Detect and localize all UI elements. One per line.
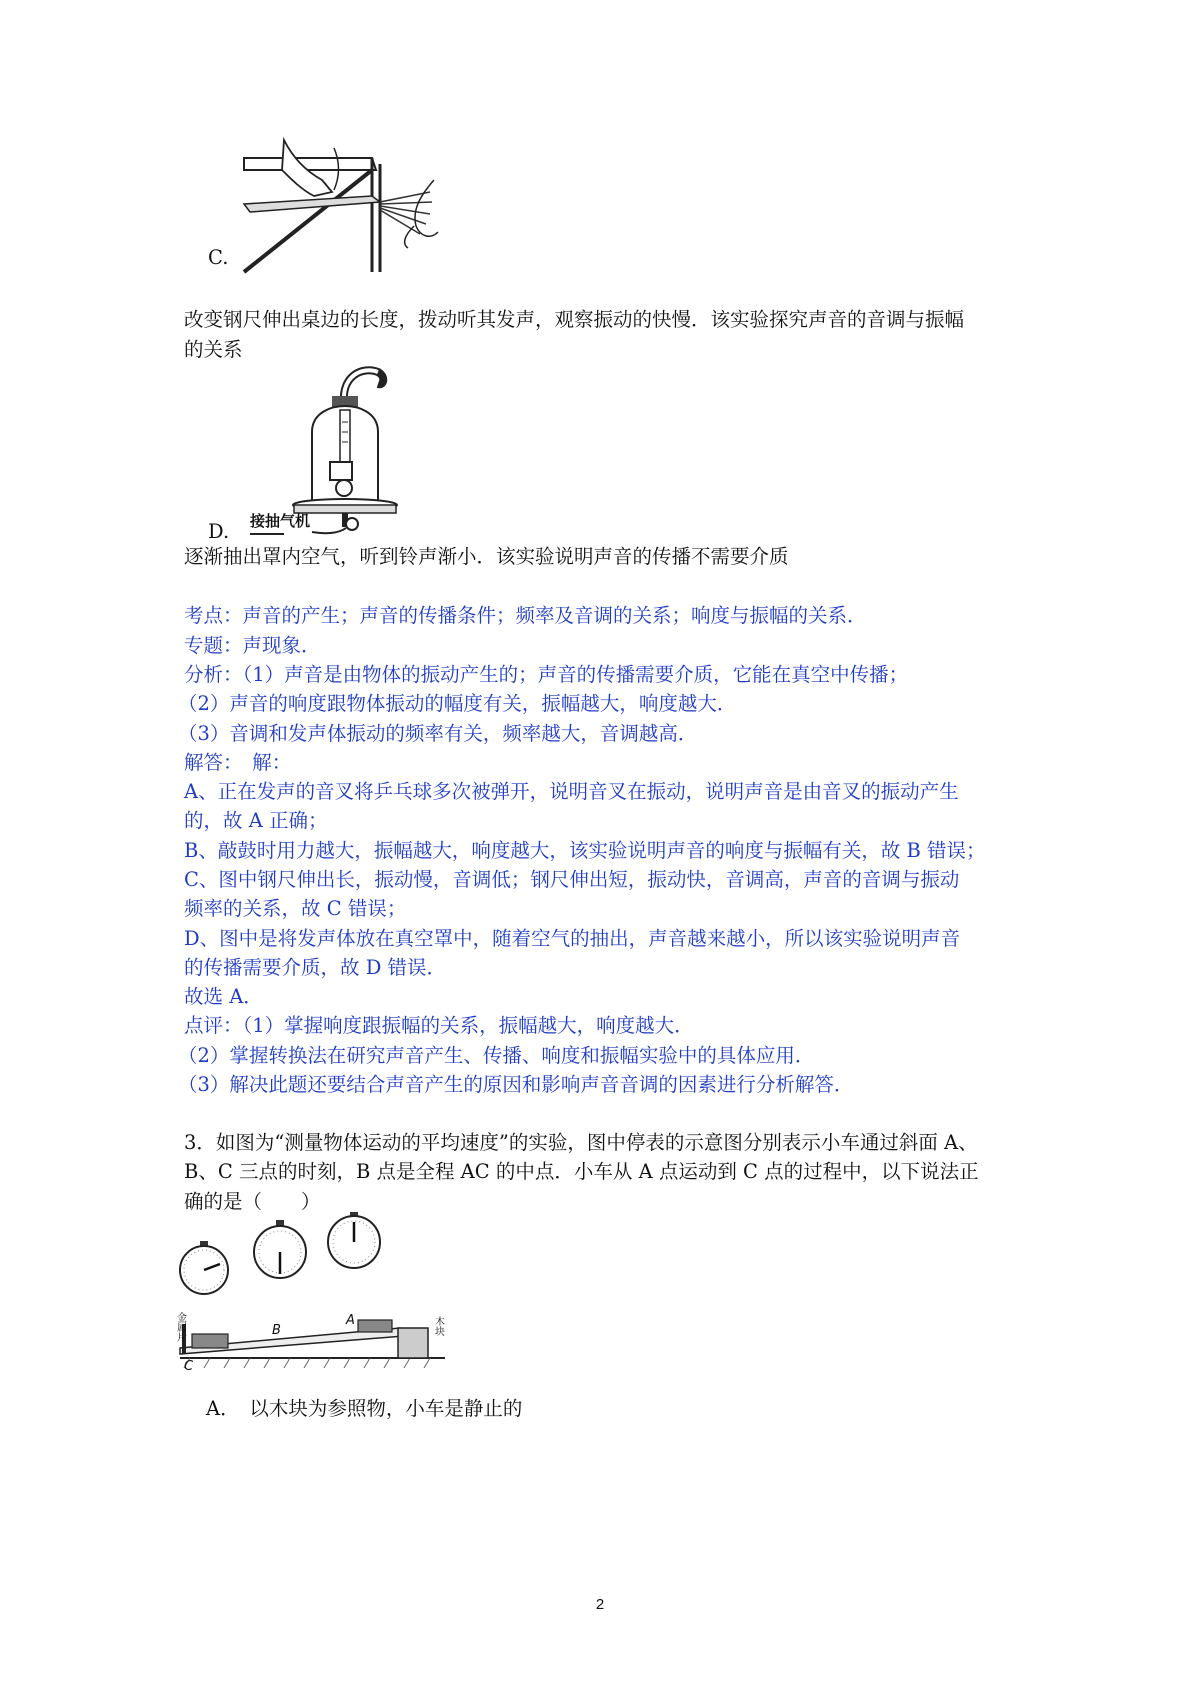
figure-3-incline-stopwatches [174,1212,450,1374]
solution-line: 故选 A． [184,985,263,1008]
solution-line: B、敲鼓时用力越大，振幅越大，响度越大，该实验说明声音的响度与振幅有关，故 B 错误； [184,839,986,862]
solution-line: 频率的关系，故 C 错误； [184,897,407,920]
question-3-line: 确的是（ ） [184,1190,321,1213]
stopwatch-b [254,1220,306,1278]
solution-line: C、图中钢尺伸出长，振动慢，音调低；钢尺伸出短，振动快，音调高，声音的音调与振动 [184,868,960,891]
solution-line: （3）解决此题还要结合声音产生的原因和影响声音音调的因素进行分析解答． [178,1073,854,1096]
pump-label: 接抽气机 [250,512,311,530]
caption-c-line-1: 改变钢尺伸出桌边的长度，拨动听其发声，观察振动的快慢．该实验探究声音的音调与振幅 [184,308,965,331]
figure-c-ruler-table [244,140,444,272]
solution-line: D、图中是将发声体放在真空罩中，随着空气的抽出，声音越来越小，所以该实验说明声音 [184,927,961,950]
solution-line: 专题：声现象． [184,634,321,657]
solution-line: 点评：（1）掌握响度跟振幅的关系，振幅越大，响度越大． [184,1014,694,1037]
wood-block-label: 木块 [432,1316,444,1336]
solution-line: （2）声音的响度跟物体振动的幅度有关，振幅越大，响度越大． [178,692,737,715]
solution-line: （3）音调和发声体振动的频率有关，频率越大，音调越高． [178,722,698,745]
point-b-label: B [272,1323,281,1338]
solution-line: 的，故 A 正确； [184,809,328,832]
stopwatch-c [180,1241,228,1294]
caption-c-line-2: 的关系 [184,338,243,361]
page-number: 2 [595,1596,605,1613]
figure-d-label: D. [208,520,230,543]
figure-d-bell-jar [232,362,412,542]
question-3-line: B、C 三点的时刻，B 点是全程 AC 的中点．小车从 A 点运动到 C 点的过程中，以下说法正 [184,1160,979,1183]
caption-d: 逐渐抽出罩内空气，听到铃声渐小．该实验说明声音的传播不需要介质 [184,545,789,568]
solution-line: 考点：声音的产生；声音的传播条件；频率及音调的关系；响度与振幅的关系． [184,604,867,627]
solution-line: 解答： 解： [184,751,292,774]
figure-c-label: C. [208,246,229,269]
solution-line: A、正在发声的音叉将乒乓球多次被弹开，说明音叉在振动，说明声音是由音叉的振动产生 [184,780,959,803]
option-a: A． 以木块为参照物，小车是静止的 [206,1397,523,1420]
solution-line: 的传播需要介质，故 D 错误． [184,956,447,979]
stopwatch-a [328,1212,380,1268]
solution-line: 分析：（1）声音是由物体的振动产生的；声音的传播需要介质，它能在真空中传播； [184,663,909,686]
point-c-label: C [184,1359,194,1374]
question-3-line: 3．如图为“测量物体运动的平均速度”的实验，图中停表的示意图分别表示小车通过斜面 A、 [184,1131,978,1154]
metal-plate-label: 金属片 [174,1312,186,1342]
solution-line: （2）掌握转换法在研究声音产生、传播、响度和振幅实验中的具体应用． [178,1044,815,1067]
point-a-label: A [346,1313,355,1328]
